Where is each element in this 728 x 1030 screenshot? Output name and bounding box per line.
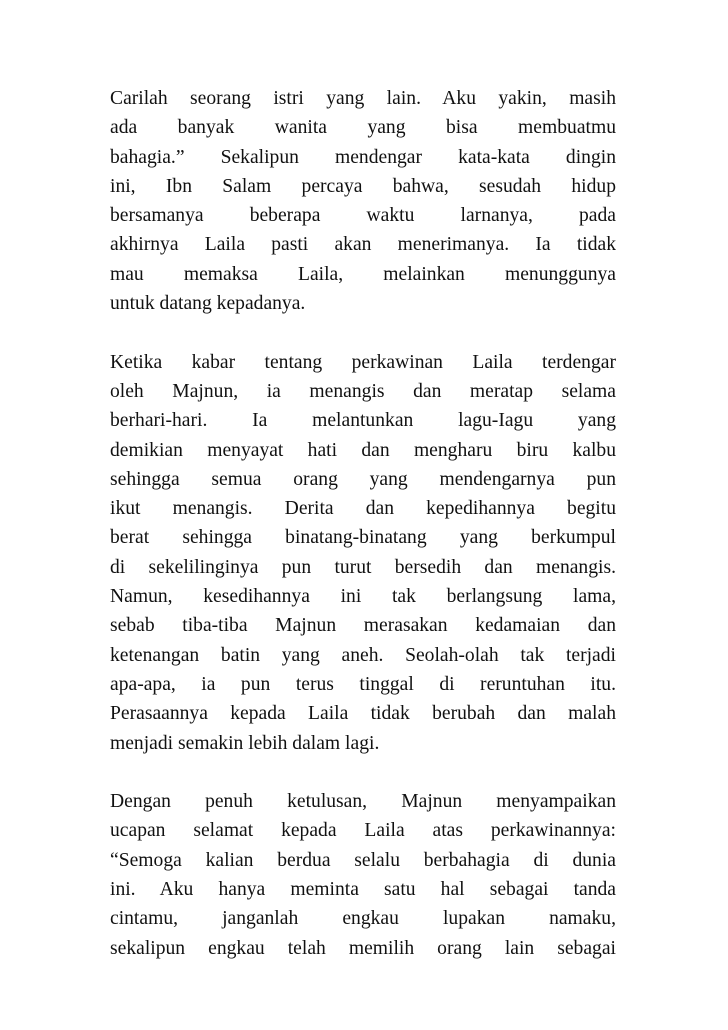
text-line: oleh Majnun, ia menangis dan meratap selama (110, 380, 616, 402)
text-line: Namun, kesedihannya ini tak berlangsung lama, (110, 586, 616, 608)
paragraph-1 (110, 84, 616, 318)
text-line: ikut menangis. Derita dan kepedihannya begitu (110, 498, 616, 520)
text-line: berat sehingga binatang-binatang yang berkumpul (110, 527, 616, 549)
text-line: sehingga semua orang yang mendengarnya pun (110, 468, 616, 490)
text-column (110, 84, 616, 963)
text-line: Dengan penuh ketulusan, Majnun menyampaikan (110, 791, 616, 813)
paragraph-3 (110, 787, 616, 963)
text-line: ucapan selamat kepada Laila atas perkawinannya: (110, 820, 616, 842)
text-line: untuk datang kepadanya. (110, 293, 306, 315)
text-line: ini. Aku hanya meminta satu hal sebagai tanda (110, 879, 616, 901)
text-line: bersamanya beberapa waktu larnanya, pada (110, 205, 616, 227)
text-line: Perasaannya kepada Laila tidak berubah dan malah (110, 703, 616, 725)
text-line: mau memaksa Laila, melainkan menunggunya (110, 263, 616, 285)
text-line: demikian menyayat hati dan mengharu biru kalbu (110, 439, 616, 461)
text-line: Carilah seorang istri yang lain. Aku yakin, masih (110, 88, 616, 109)
text-line: ini, Ibn Salam percaya bahwa, sesudah hidup (110, 175, 616, 197)
text-line: sekalipun engkau telah memilih orang lain sebagai (110, 937, 616, 959)
paragraph-2 (110, 348, 616, 758)
text-line: cintamu, janganlah engkau lupakan namaku, (110, 908, 616, 930)
text-line: apa-apa, ia pun terus tinggal di reruntuhan itu. (110, 673, 616, 695)
text-line: akhirnya Laila pasti akan menerimanya. Ia tidak (110, 234, 616, 256)
text-line: ketenangan batin yang aneh. Seolah-olah tak terjadi (110, 644, 616, 666)
text-line: sebab tiba-tiba Majnun merasakan kedamaian dan (110, 615, 616, 637)
paragraph-gap (110, 318, 616, 347)
text-line: bahagia.” Sekalipun mendengar kata-kata dingin (110, 146, 616, 168)
text-line: ada banyak wanita yang bisa membuatmu (110, 117, 616, 139)
paragraph-gap (110, 758, 616, 787)
text-line: di sekelilinginya pun turut bersedih dan menangis. (110, 556, 616, 578)
text-line: “Semoga kalian berdua selalu berbahagia di dunia (110, 849, 616, 871)
text-line: berhari-hari. Ia melantunkan lagu-Iagu yang (110, 410, 616, 432)
text-line: Ketika kabar tentang perkawinan Laila terdengar (110, 351, 616, 373)
text-line: menjadi semakin lebih dalam lagi. (110, 732, 380, 754)
